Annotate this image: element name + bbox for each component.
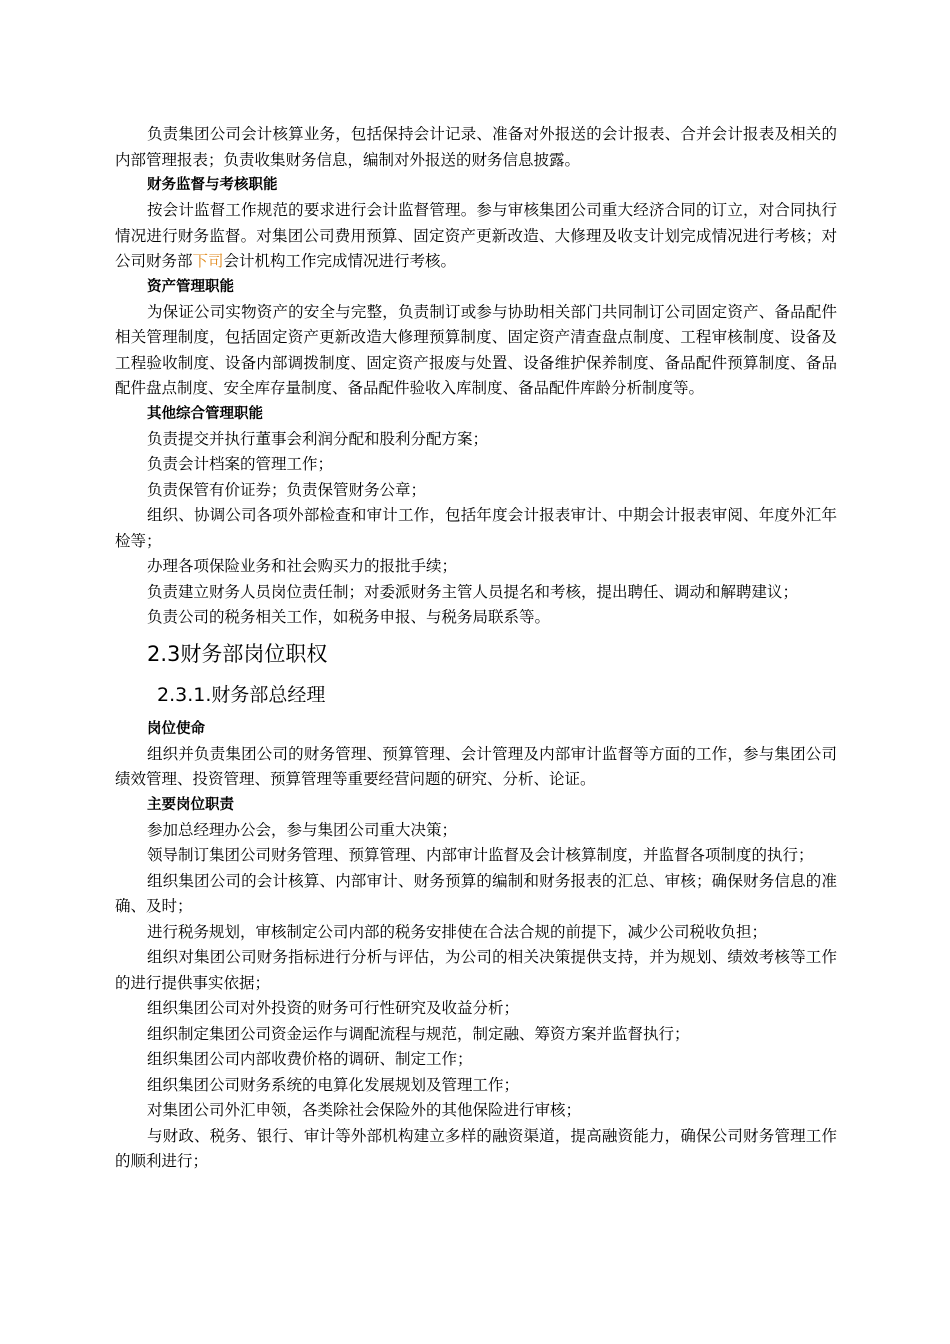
asset-heading: 资产管理职能 [147, 278, 234, 295]
list-item: 组织、协调公司各项外部检查和审计工作，包括年度会计报表审计、中期会计报表审阅、年度外汇年检等； [115, 506, 837, 550]
list-item: 组织集团公司财务系统的电算化发展规划及管理工作； [147, 1075, 520, 1094]
other-heading: 其他综合管理职能 [147, 405, 263, 422]
list-item: 办理各项保险业务和社会购买力的报批手续； [147, 557, 458, 575]
list-item: 与财政、税务、银行、审计等外部机构建立多样的融资渠道，提高融资能力，确保公司财务管理工作的顺利进行； [115, 1126, 837, 1170]
list-item: 组织对集团公司财务指标进行分析与评估，为公司的相关决策提供支持，并为规划、绩效考核等工作的进行提供事实依据； [115, 948, 837, 992]
list-item: 进行税务规划，审核制定公司内部的税务安排使在合法合规的前提下，减少公司税收负担； [147, 922, 768, 941]
list-item: 负责建立财务人员岗位责任制；对委派财务主管人员提名和考核，提出聘任、调动和解聘建议； [147, 582, 799, 601]
duties-heading: 主要岗位职责 [147, 796, 234, 813]
list-item: 组织制定集团公司资金运作与调配流程与规范，制定融、筹资方案并监督执行； [147, 1024, 690, 1043]
supervision-paragraph [115, 198, 837, 275]
section-title: 2.3财务部岗位职权 [147, 641, 328, 666]
mission-heading: 岗位使命 [147, 720, 205, 737]
list-item: 组织集团公司内部收费价格的调研、制定工作； [147, 1050, 473, 1068]
subsection-title: 2.3.1.财务部总经理 [157, 683, 326, 706]
list-item: 负责公司的税务相关工作，如税务申报、与税务局联系等。 [147, 608, 551, 626]
list-item: 对集团公司外汇申领，各类除社会保险外的其他保险进行审核； [147, 1101, 582, 1119]
asset-paragraph: 为保证公司实物资产的安全与完整，负责制订或参与协助相关部门共同制订公司固定资产、备品配件相关管理制度，包括固定资产更新改造大修理预算制度、固定资产清查盘点制度、工程审核制度、设备及工程验收制度、设备内部调拨制度、固定资产报废与处置、设备维护保养制度、备品配件预算制度、备品配件盘点制度、安全库存量制度、备品配件验收入库制度、备品配件库龄分析制度等。 [115, 302, 837, 397]
list-item: 参加总经理办公会，参与集团公司重大决策； [147, 820, 458, 839]
list-item: 负责提交并执行董事会利润分配和股利分配方案； [147, 429, 489, 448]
list-item: 组织集团公司的会计核算、内部审计、财务预算的编制和财务报表的汇总、审核；确保财务信息的准确、及时； [115, 871, 837, 915]
supervision-heading: 财务监督与考核职能 [147, 177, 278, 193]
list-item: 负责会计档案的管理工作； [147, 455, 334, 473]
list-item: 负责保管有价证券；负责保管财务公章； [147, 480, 427, 499]
list-item: 领导制订集团公司财务管理、预算管理、内部审计监督及会计核算制度，并监督各项制度的执行； [147, 846, 814, 864]
supervision-text-end: 会计机构工作完成情况进行考核。 [223, 252, 457, 270]
mission-paragraph: 组织并负责集团公司的财务管理、预算管理、会计管理及内部审计监督等方面的工作，参与集团公司绩效管理、投资管理、预算管理等重要经营问题的研究、分析、论证。 [115, 744, 837, 788]
list-item: 组织集团公司对外投资的财务可行性研究及收益分析； [147, 999, 520, 1017]
document-page [115, 122, 837, 1175]
supervision-text-start: 按会计监督工作规范的要求进行会计监督管理。参与审核集团公司重大经济合同的订立，对合同执行情况进行财务监督。对集团公司费用预算、固定资产更新改造、大修理及收支计划完成情况进行考核；对公司财务部 [115, 201, 837, 270]
accounting-paragraph: 负责集团公司会计核算业务，包括保持会计记录、准备对外报送的会计报表、合并会计报表及相关的内部管理报表；负责收集财务信息，编制对外报送的财务信息披露。 [115, 125, 837, 169]
subordinate-link[interactable]: 下司 [192, 252, 224, 270]
